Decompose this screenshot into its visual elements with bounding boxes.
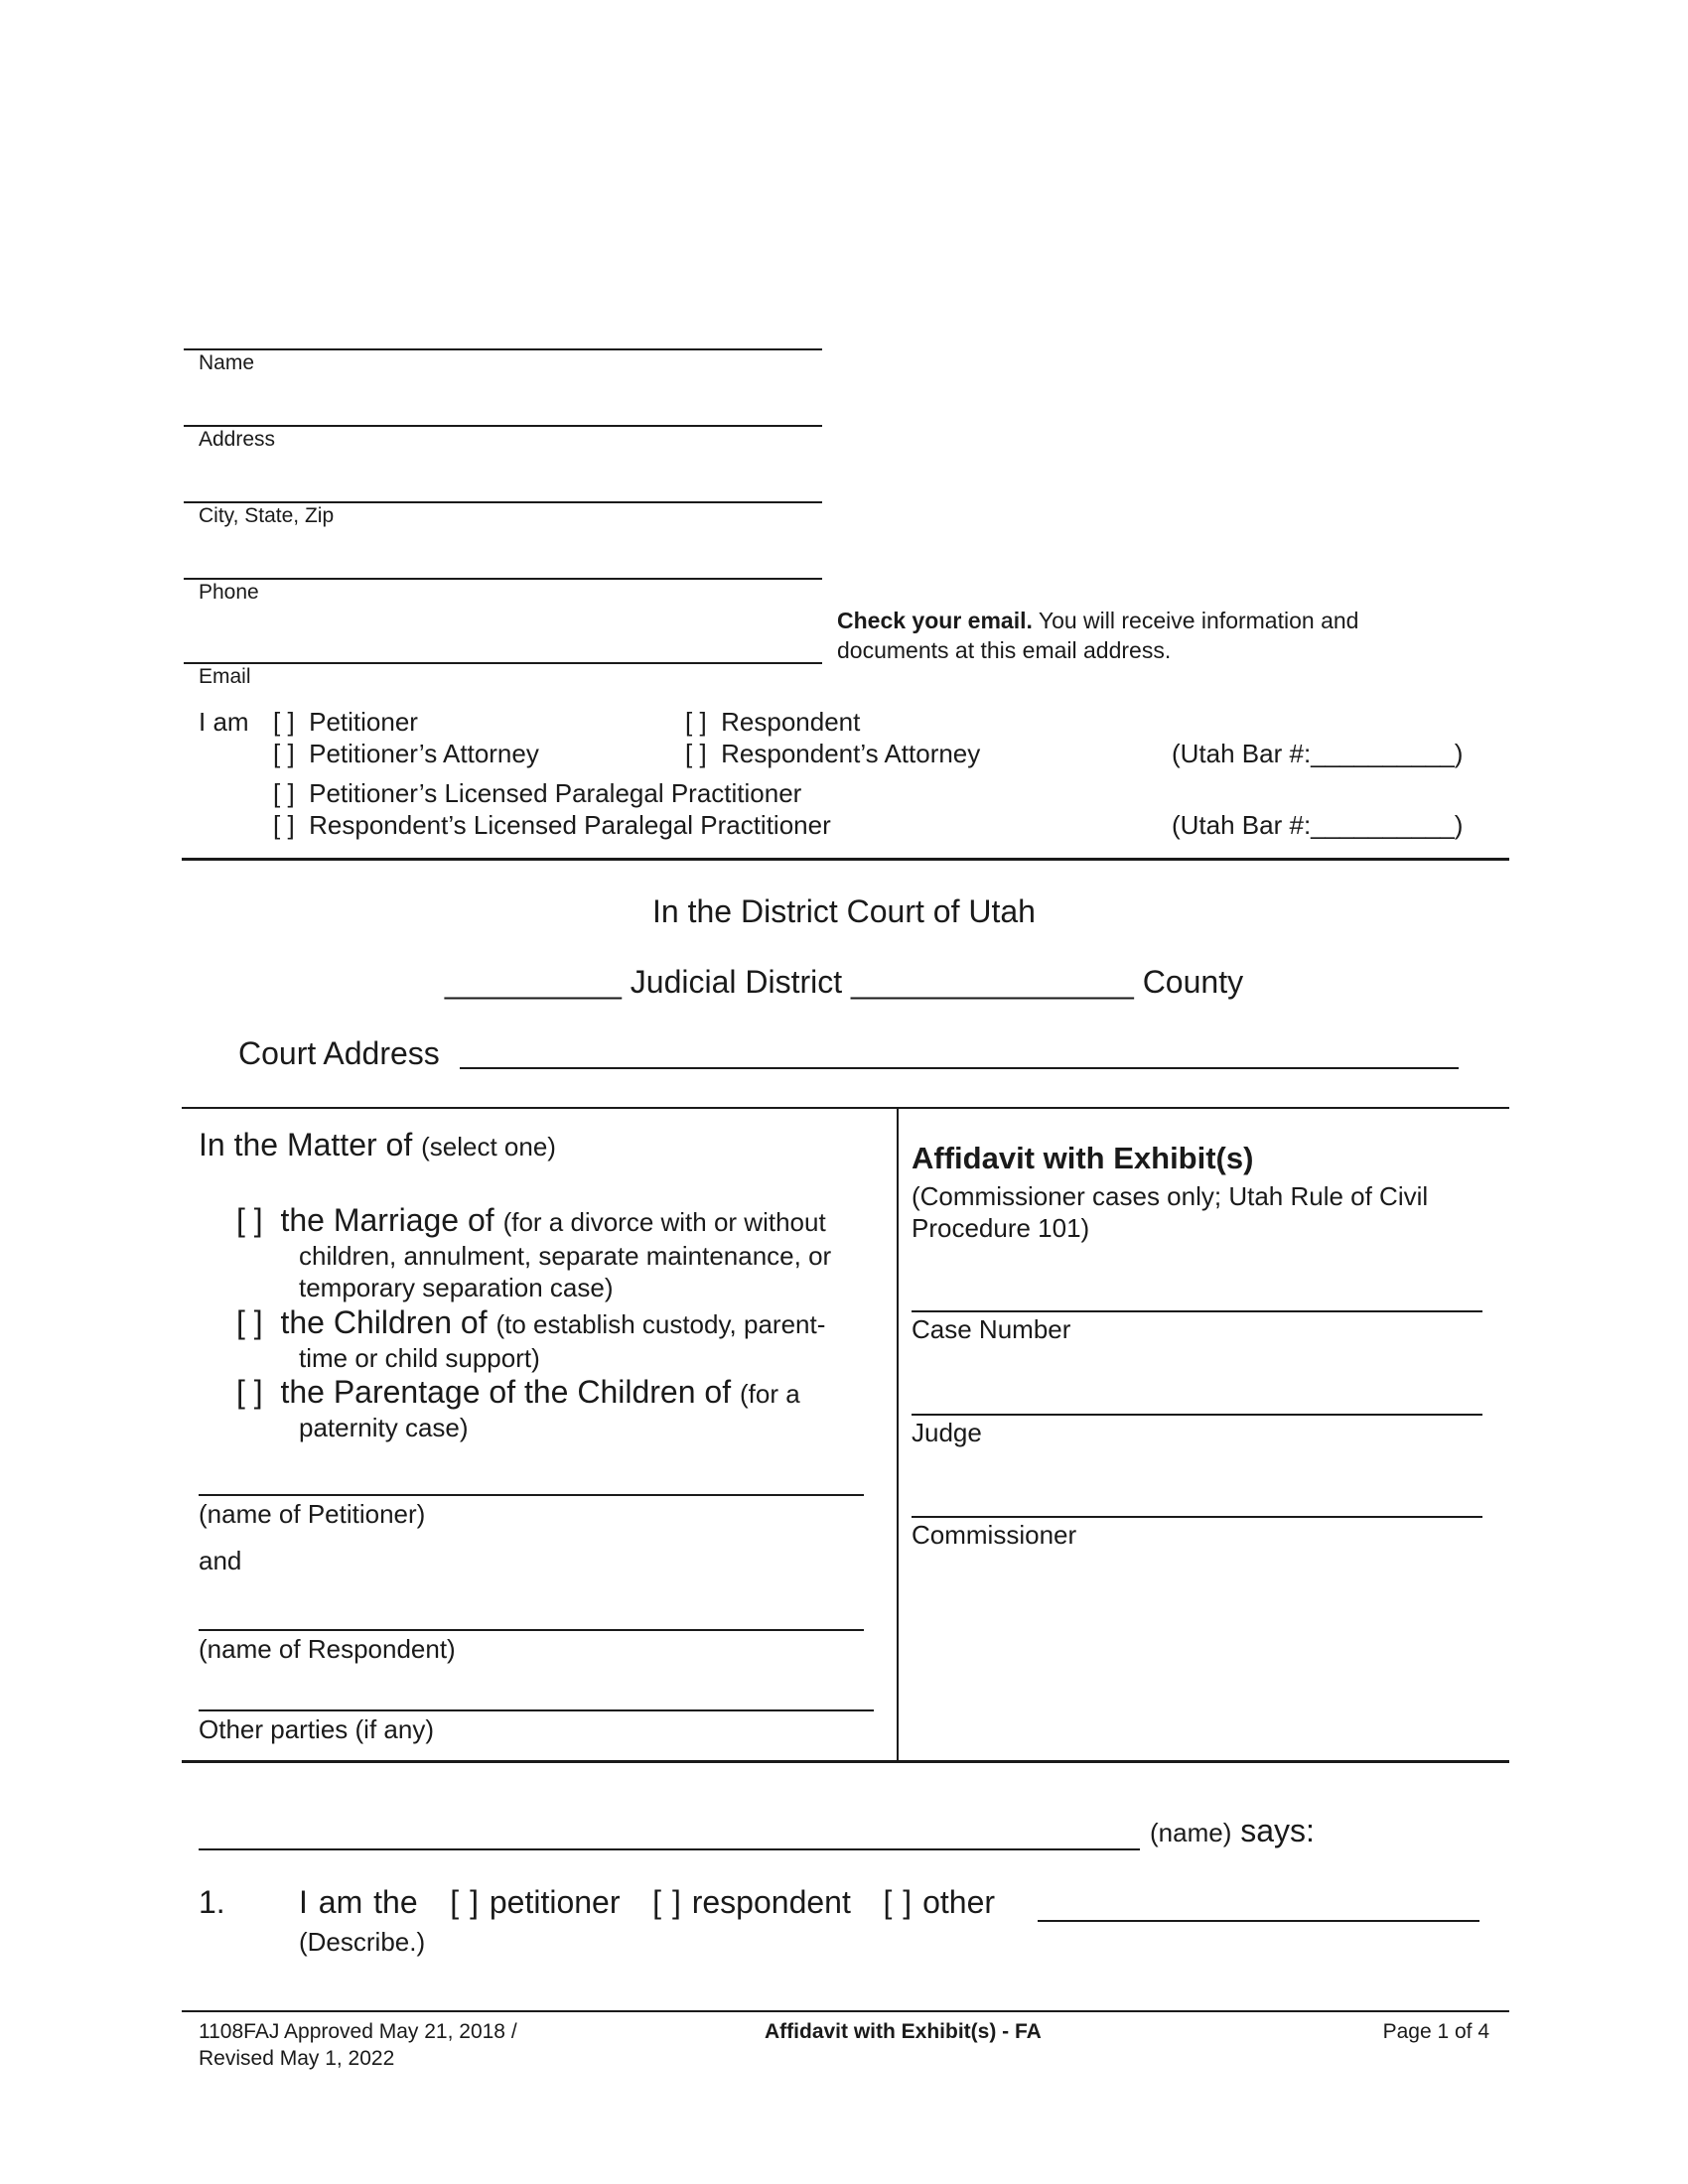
email-label: Email [199, 665, 251, 688]
other-parties-label: Other parties (if any) [199, 1714, 434, 1744]
checkbox[interactable]: [ ] [273, 778, 295, 808]
checkbox[interactable]: [ ] [450, 1884, 479, 1920]
matter-option-marriage-note: children, annulment, separate maintenance, or temporary separation case) [299, 1241, 832, 1302]
role-petitioner-lpp[interactable] [273, 778, 801, 809]
lpp-bar-number[interactable]: (Utah Bar #:__________) [1172, 810, 1464, 840]
role-petitioner-lpp-label: Petitioner’s Licensed Paralegal Practitioner [309, 778, 802, 808]
divider-caption-bottom [182, 1760, 1509, 1763]
checkbox[interactable]: [ ] [273, 810, 295, 840]
commissioner-label: Commissioner [912, 1520, 1077, 1550]
other-describe-line[interactable] [1038, 1920, 1479, 1922]
respondent-name-label: (name of Respondent) [199, 1634, 456, 1664]
email-notice-text: You will receive information and documents at this email address. [837, 608, 1359, 663]
role-petitioner-attorney[interactable] [273, 739, 539, 769]
judge-line[interactable] [912, 1414, 1482, 1416]
and-label: and [199, 1546, 242, 1575]
role-respondent-attorney-label: Respondent’s Attorney [721, 739, 981, 768]
i-am-the-label: I am the [299, 1884, 418, 1920]
judge-label: Judge [912, 1418, 982, 1447]
form-id-line1: 1108FAJ Approved May 21, 2018 / [199, 2020, 517, 2043]
affiant-says [1150, 1813, 1315, 1849]
role-respondent-attorney[interactable] [685, 739, 980, 769]
item-number: 1. [199, 1884, 225, 1920]
case-number-line[interactable] [912, 1310, 1482, 1312]
checkbox[interactable]: [ ] [236, 1202, 263, 1238]
court-title: In the District Court of Utah [652, 893, 1036, 929]
court-address-line[interactable] [460, 1067, 1459, 1069]
matter-option-title: the Children of [280, 1304, 488, 1340]
matter-option-marriage[interactable] [236, 1202, 826, 1239]
matter-option-note: (to establish custody, parent- [495, 1309, 826, 1339]
divider-caption-top [182, 1107, 1509, 1109]
caption-column-divider [897, 1107, 899, 1762]
address-line[interactable] [184, 425, 822, 427]
affiant-name-label: (name) [1150, 1818, 1232, 1847]
form-id-line2: Revised May 1, 2022 [199, 2047, 395, 2070]
email-notice-bold: Check your email. [837, 608, 1033, 633]
checkbox[interactable]: [ ] [883, 1884, 913, 1920]
county-label: County [1142, 964, 1244, 1000]
role-respondent-label: Respondent [721, 707, 861, 737]
says-label: says: [1240, 1813, 1315, 1848]
matter-option-title: the Parentage of the Children of [280, 1374, 732, 1410]
role-petitioner[interactable] [273, 707, 418, 738]
matter-heading [199, 1127, 556, 1163]
role-petitioner-attorney-label: Petitioner’s Attorney [309, 739, 539, 768]
checkbox[interactable]: [ ] [236, 1304, 263, 1340]
checkbox[interactable]: [ ] [273, 707, 295, 737]
matter-option-note: (for a divorce with or without [502, 1207, 826, 1237]
role-respondent[interactable] [685, 707, 860, 738]
role-prefix: I am [199, 707, 249, 737]
respondent-name-line[interactable] [199, 1629, 864, 1631]
checkbox[interactable]: [ ] [685, 707, 707, 737]
judicial-district-label: Judicial District [630, 964, 843, 1000]
attorney-bar-number[interactable]: (Utah Bar #:__________) [1172, 739, 1464, 768]
document-title: Affidavit with Exhibit(s) [912, 1141, 1254, 1175]
checkbox[interactable]: [ ] [652, 1884, 681, 1920]
other-option: other [922, 1884, 996, 1920]
phone-label: Phone [199, 581, 259, 604]
item-1-role [299, 1884, 995, 1921]
role-respondent-lpp[interactable] [273, 810, 831, 841]
checkbox[interactable]: [ ] [236, 1374, 263, 1410]
petitioner-name-line[interactable] [199, 1494, 864, 1496]
case-number-label: Case Number [912, 1314, 1071, 1344]
matter-option-note: (for a [739, 1379, 800, 1409]
describe-label: (Describe.) [299, 1927, 426, 1957]
name-label: Name [199, 351, 255, 374]
footer-divider [182, 2010, 1509, 2012]
footer-form-title: Affidavit with Exhibit(s) - FA [765, 2020, 1042, 2043]
role-petitioner-label: Petitioner [309, 707, 418, 737]
petitioner-name-label: (name of Petitioner) [199, 1499, 426, 1529]
matter-option-children-note: time or child support) [299, 1343, 540, 1373]
city-state-zip-label: City, State, Zip [199, 504, 335, 527]
matter-heading-note: (select one) [421, 1132, 556, 1161]
name-line[interactable] [184, 348, 822, 350]
city-state-zip-line[interactable] [184, 501, 822, 503]
petitioner-option: petitioner [489, 1884, 621, 1920]
matter-option-children[interactable] [236, 1304, 825, 1341]
district-number-blank[interactable]: __________ [444, 964, 622, 1000]
phone-line[interactable] [184, 578, 822, 580]
matter-option-parentage-note: paternity case) [299, 1413, 469, 1442]
matter-heading-text: In the Matter of [199, 1127, 413, 1162]
judicial-district-line [0, 964, 1688, 1001]
commissioner-line[interactable] [912, 1516, 1482, 1518]
divider-court [182, 858, 1509, 861]
role-respondent-lpp-label: Respondent’s Licensed Paralegal Practitioner [309, 810, 831, 840]
checkbox[interactable]: [ ] [685, 739, 707, 768]
page-number: Page 1 of 4 [1382, 2020, 1489, 2043]
respondent-option: respondent [691, 1884, 851, 1920]
email-notice [837, 606, 1453, 665]
document-subtitle: (Commissioner cases only; Utah Rule of Civil Procedure 101) [912, 1181, 1429, 1243]
checkbox[interactable]: [ ] [273, 739, 295, 768]
affiant-name-line[interactable] [199, 1848, 1140, 1850]
county-blank[interactable]: ________________ [851, 964, 1134, 1000]
matter-option-parentage[interactable] [236, 1374, 800, 1411]
other-parties-line[interactable] [199, 1709, 874, 1711]
address-label: Address [199, 428, 276, 451]
court-address-label: Court Address [238, 1035, 440, 1071]
matter-option-title: the Marriage of [280, 1202, 494, 1238]
email-line[interactable] [184, 662, 822, 664]
